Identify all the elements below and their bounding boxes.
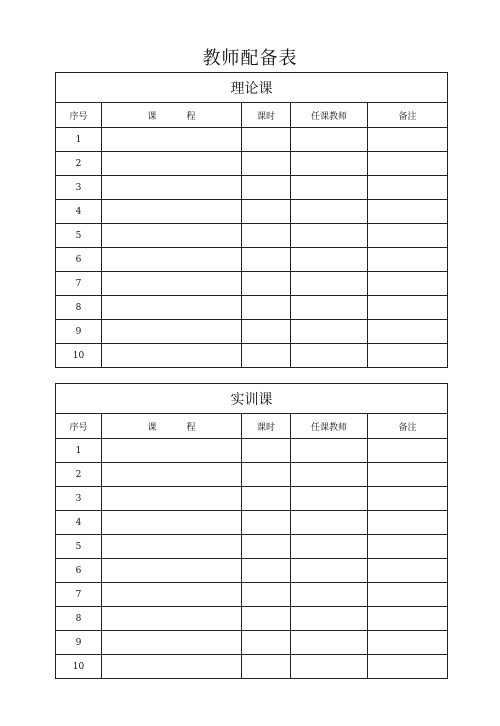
table-row — [56, 272, 448, 296]
hours-cell[interactable] — [242, 200, 291, 224]
notes-cell[interactable] — [368, 487, 448, 511]
hours-cell[interactable] — [242, 511, 291, 535]
hours-cell[interactable] — [242, 439, 291, 463]
header-index: 序号 — [56, 414, 102, 439]
course-cell[interactable] — [102, 463, 242, 487]
course-cell[interactable] — [102, 224, 242, 248]
hours-cell[interactable] — [242, 487, 291, 511]
row-index: 1 — [56, 128, 102, 152]
course-cell[interactable] — [102, 176, 242, 200]
table-row — [56, 535, 448, 559]
course-cell[interactable] — [102, 487, 242, 511]
course-cell[interactable] — [102, 272, 242, 296]
row-index: 2 — [56, 152, 102, 176]
table-row — [56, 631, 448, 655]
teacher-cell[interactable] — [291, 200, 368, 224]
course-cell[interactable] — [102, 535, 242, 559]
row-index: 10 — [56, 655, 102, 679]
table-row — [56, 248, 448, 272]
teacher-cell[interactable] — [291, 128, 368, 152]
notes-cell[interactable] — [368, 320, 448, 344]
table-row — [56, 439, 448, 463]
header-index: 序号 — [56, 103, 102, 128]
hours-cell[interactable] — [242, 463, 291, 487]
section-title: 实训课 — [56, 384, 448, 414]
hours-cell[interactable] — [242, 631, 291, 655]
notes-cell[interactable] — [368, 200, 448, 224]
header-notes: 备注 — [368, 414, 448, 439]
row-index: 4 — [56, 511, 102, 535]
hours-cell[interactable] — [242, 559, 291, 583]
teacher-cell[interactable] — [291, 439, 368, 463]
hours-cell[interactable] — [242, 272, 291, 296]
row-index: 5 — [56, 224, 102, 248]
teacher-cell[interactable] — [291, 296, 368, 320]
teacher-cell[interactable] — [291, 559, 368, 583]
table-row — [56, 128, 448, 152]
header-course: 课 程 — [102, 103, 242, 128]
table-row — [56, 511, 448, 535]
notes-cell[interactable] — [368, 224, 448, 248]
table-row — [56, 320, 448, 344]
hours-cell[interactable] — [242, 344, 291, 368]
row-index: 6 — [56, 559, 102, 583]
table-row — [56, 296, 448, 320]
notes-cell[interactable] — [368, 152, 448, 176]
teacher-cell[interactable] — [291, 631, 368, 655]
notes-cell[interactable] — [368, 583, 448, 607]
hours-cell[interactable] — [242, 296, 291, 320]
table-row — [56, 487, 448, 511]
table-row — [56, 463, 448, 487]
teacher-cell[interactable] — [291, 607, 368, 631]
row-index: 3 — [56, 176, 102, 200]
teacher-cell[interactable] — [291, 272, 368, 296]
table-row — [56, 176, 448, 200]
header-row — [56, 414, 448, 439]
hours-cell[interactable] — [242, 607, 291, 631]
row-index: 6 — [56, 248, 102, 272]
table-body — [56, 128, 448, 368]
page-title: 教师配备表 — [202, 48, 298, 69]
theory-course-table — [55, 72, 448, 368]
notes-cell[interactable] — [368, 559, 448, 583]
practical-course-table — [55, 383, 448, 679]
teacher-cell[interactable] — [291, 535, 368, 559]
notes-cell[interactable] — [368, 631, 448, 655]
hours-cell[interactable] — [242, 128, 291, 152]
row-index: 9 — [56, 631, 102, 655]
teacher-cell[interactable] — [291, 655, 368, 679]
header-course: 课 程 — [102, 414, 242, 439]
row-index: 2 — [56, 463, 102, 487]
hours-cell[interactable] — [242, 248, 291, 272]
hours-cell[interactable] — [242, 224, 291, 248]
notes-cell[interactable] — [368, 511, 448, 535]
hours-cell[interactable] — [242, 655, 291, 679]
notes-cell[interactable] — [368, 535, 448, 559]
course-cell[interactable] — [102, 320, 242, 344]
table-row — [56, 152, 448, 176]
row-index: 5 — [56, 535, 102, 559]
header-hours: 课时 — [242, 103, 291, 128]
teacher-cell[interactable] — [291, 487, 368, 511]
course-cell[interactable] — [102, 152, 242, 176]
teacher-cell[interactable] — [291, 152, 368, 176]
notes-cell[interactable] — [368, 463, 448, 487]
course-cell[interactable] — [102, 344, 242, 368]
notes-cell[interactable] — [368, 655, 448, 679]
row-index: 8 — [56, 296, 102, 320]
table-row — [56, 224, 448, 248]
notes-cell[interactable] — [368, 344, 448, 368]
course-cell[interactable] — [102, 511, 242, 535]
course-cell[interactable] — [102, 583, 242, 607]
row-index: 8 — [56, 607, 102, 631]
table-row — [56, 344, 448, 368]
row-index: 4 — [56, 200, 102, 224]
teacher-cell[interactable] — [291, 320, 368, 344]
header-row — [56, 103, 448, 128]
section-title: 理论课 — [56, 73, 448, 103]
hours-cell[interactable] — [242, 535, 291, 559]
course-cell[interactable] — [102, 248, 242, 272]
teacher-cell[interactable] — [291, 463, 368, 487]
table-row — [56, 607, 448, 631]
hours-cell[interactable] — [242, 583, 291, 607]
table-body — [56, 439, 448, 679]
table-row — [56, 655, 448, 679]
hours-cell[interactable] — [242, 176, 291, 200]
row-index: 1 — [56, 439, 102, 463]
course-cell[interactable] — [102, 128, 242, 152]
course-cell[interactable] — [102, 200, 242, 224]
notes-cell[interactable] — [368, 176, 448, 200]
notes-cell[interactable] — [368, 296, 448, 320]
course-cell[interactable] — [102, 559, 242, 583]
teacher-cell[interactable] — [291, 248, 368, 272]
header-hours: 课时 — [242, 414, 291, 439]
teacher-cell[interactable] — [291, 511, 368, 535]
hours-cell[interactable] — [242, 152, 291, 176]
header-teacher: 任课教师 — [291, 103, 368, 128]
teacher-cell[interactable] — [291, 344, 368, 368]
teacher-cell[interactable] — [291, 176, 368, 200]
table-row — [56, 583, 448, 607]
notes-cell[interactable] — [368, 272, 448, 296]
table-row — [56, 559, 448, 583]
row-index: 7 — [56, 583, 102, 607]
teacher-cell[interactable] — [291, 583, 368, 607]
course-cell[interactable] — [102, 655, 242, 679]
row-index: 7 — [56, 272, 102, 296]
header-notes: 备注 — [368, 103, 448, 128]
notes-cell[interactable] — [368, 607, 448, 631]
row-index: 9 — [56, 320, 102, 344]
row-index: 10 — [56, 344, 102, 368]
course-cell[interactable] — [102, 607, 242, 631]
hours-cell[interactable] — [242, 320, 291, 344]
row-index: 3 — [56, 487, 102, 511]
header-teacher: 任课教师 — [291, 414, 368, 439]
table-row — [56, 200, 448, 224]
course-cell[interactable] — [102, 296, 242, 320]
notes-cell[interactable] — [368, 439, 448, 463]
notes-cell[interactable] — [368, 248, 448, 272]
course-cell[interactable] — [102, 631, 242, 655]
teacher-cell[interactable] — [291, 224, 368, 248]
notes-cell[interactable] — [368, 128, 448, 152]
course-cell[interactable] — [102, 439, 242, 463]
